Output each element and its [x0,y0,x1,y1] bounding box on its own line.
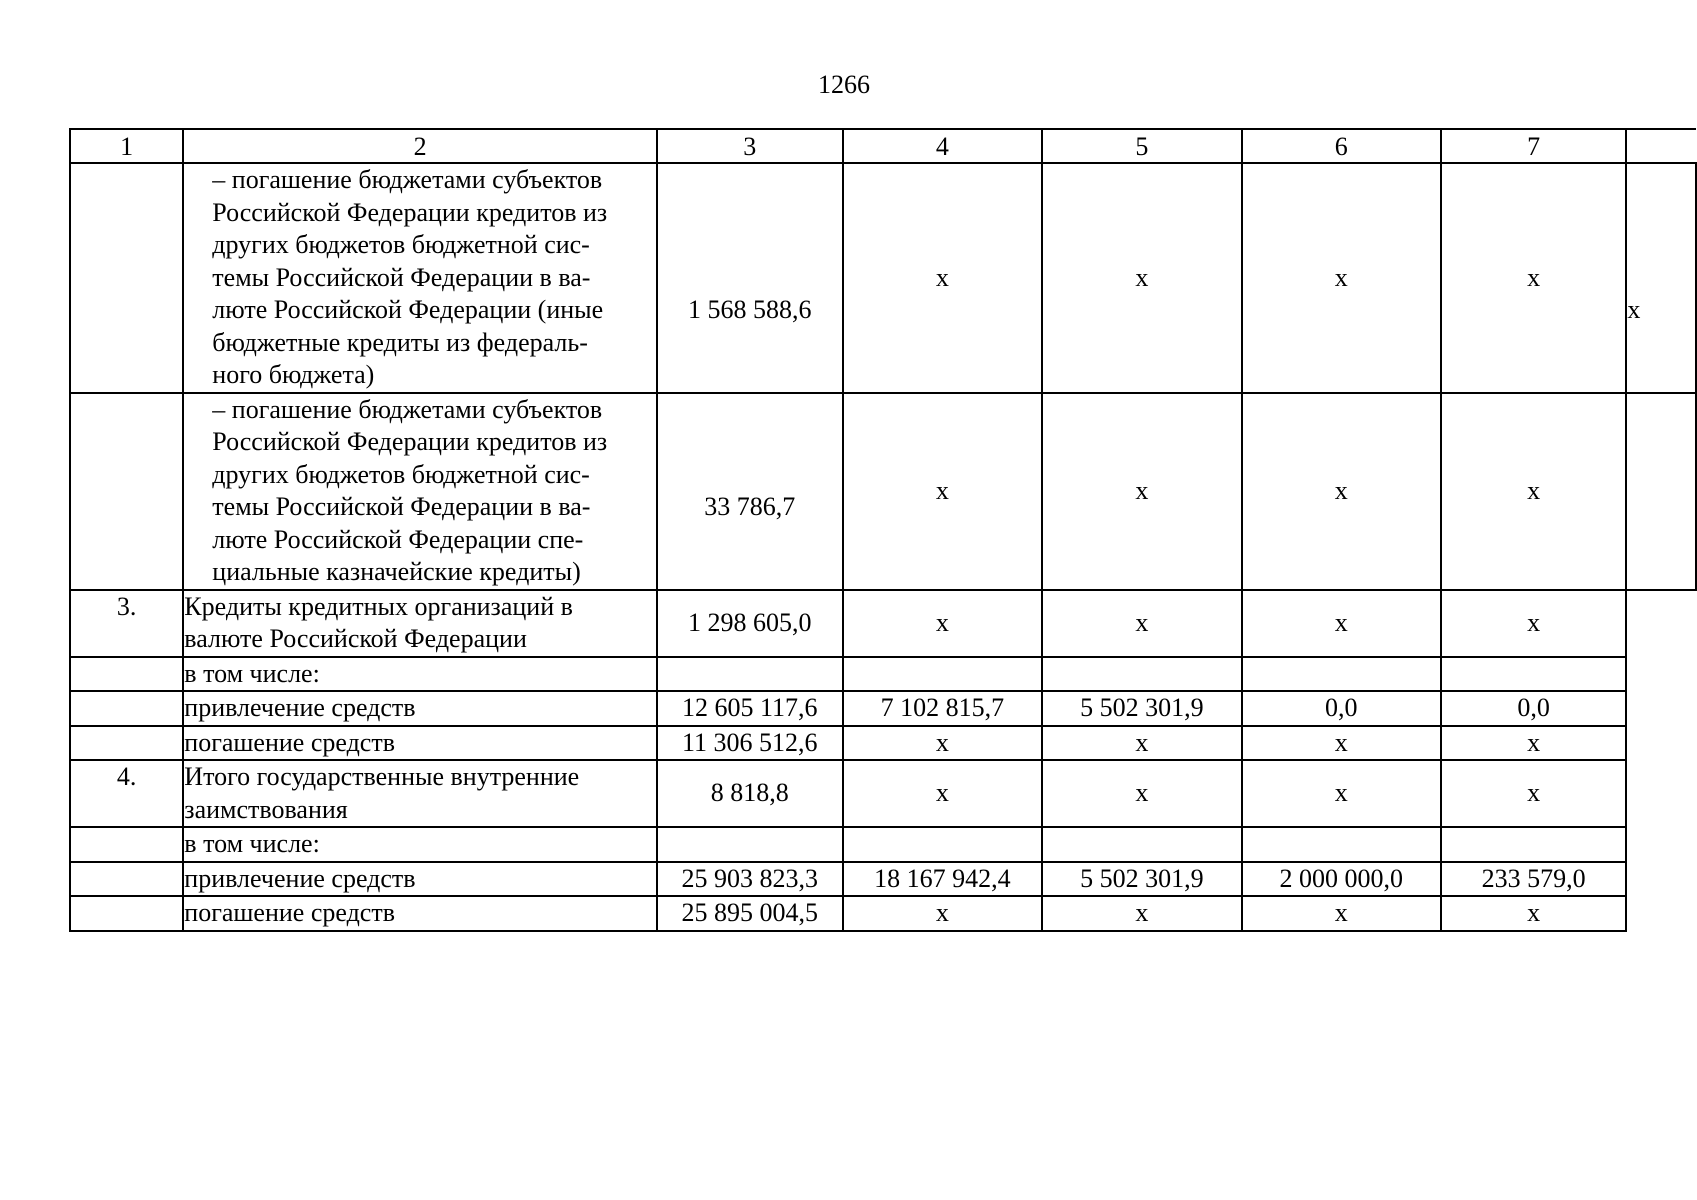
cell-col-5: х [1042,726,1241,761]
cell-col-6: 0,0 [1242,691,1441,726]
description-line: валюте Российской Федерации [184,624,527,653]
description-line: привлечение средств [184,693,416,722]
table-row [70,726,1696,761]
row-number [70,657,183,692]
description-line: темы Российской Федерации в ва- [212,492,591,521]
cell-col-3: 33 786,7 [657,393,843,590]
cell-col-4: х [843,163,1043,393]
description-line: ного бюджета) [212,360,375,389]
cell-col-8 [1626,760,1696,827]
cell-col-6: х [1242,760,1441,827]
description-line: Российской Федерации кредитов из [212,197,608,227]
table-row [70,163,1696,393]
cell-col-8 [1626,393,1696,590]
cell-col-3: 1 298 605,0 [657,590,843,657]
cell-col-6: х [1242,393,1441,590]
table-row [70,590,1696,657]
header-col-5: 5 [1042,129,1241,163]
cell-col-3: 25 903 823,3 [657,862,843,897]
description-line: других бюджетов бюджетной сис- [212,230,590,259]
row-number [70,896,183,931]
row-description [183,896,657,931]
cell-col-5: х [1042,896,1241,931]
cell-col-5: 5 502 301,9 [1042,691,1241,726]
header-col-7: 7 [1441,129,1626,163]
cell-col-5: х [1042,590,1241,657]
cell-col-3: 25 895 004,5 [657,896,843,931]
header-col-2: 2 [183,129,657,163]
cell-col-6: х [1242,163,1441,393]
row-number [70,827,183,862]
row-number: 3. [70,590,183,657]
cell-col-8 [1626,827,1696,862]
cell-col-4: х [843,760,1043,827]
cell-col-8: х [1626,163,1696,393]
cell-col-4: 18 167 942,4 [843,862,1043,897]
cell-col-3: 1 568 588,6 [657,163,843,393]
cell-col-3 [657,827,843,862]
row-number [70,862,183,897]
cell-col-5 [1042,657,1241,692]
row-description [183,590,657,657]
budget-table [69,128,1697,932]
cell-col-8 [1626,896,1696,931]
cell-col-7: х [1441,393,1626,590]
cell-col-7 [1441,827,1626,862]
cell-col-8 [1626,726,1696,761]
cell-col-4: х [843,590,1043,657]
cell-col-6: х [1242,590,1441,657]
cell-col-4 [843,827,1043,862]
cell-col-4: х [843,393,1043,590]
description-line: люте Российской Федерации спе- [212,524,584,554]
cell-col-5: 5 502 301,9 [1042,862,1241,897]
cell-col-6: х [1242,726,1441,761]
cell-col-7: 233 579,0 [1441,862,1626,897]
cell-col-7: х [1441,726,1626,761]
cell-col-4: х [843,896,1043,931]
description-line: циальные казначейские кредиты) [212,557,581,586]
description-line: погашение средств [184,727,395,757]
cell-col-6: 2 000 000,0 [1242,862,1441,897]
description-line: в том числе: [184,829,320,858]
cell-col-7: х [1441,590,1626,657]
cell-col-4: х [843,726,1043,761]
table-row [70,896,1696,931]
description-line: Кредиты кредитных организаций в [184,591,573,621]
cell-col-6 [1242,657,1441,692]
cell-col-7: 0,0 [1441,691,1626,726]
cell-col-7 [1441,657,1626,692]
cell-col-8 [1626,862,1696,897]
table-row [70,691,1696,726]
cell-col-7: х [1441,896,1626,931]
row-description [183,726,657,761]
header-col-8 [1626,129,1696,163]
cell-col-5: х [1042,163,1241,393]
table-row [70,862,1696,897]
description-line: люте Российской Федерации (иные [212,295,604,324]
header-col-3: 3 [657,129,843,163]
header-row [70,129,1696,163]
row-description [183,163,657,393]
description-line: привлечение средств [184,863,416,893]
description-line: темы Российской Федерации в ва- [212,262,591,292]
cell-col-3: 12 605 117,6 [657,691,843,726]
cell-col-6 [1242,827,1441,862]
cell-col-3 [657,657,843,692]
description-line: – погашение бюджетами субъектов [212,165,603,194]
table-row [70,657,1696,692]
description-line: погашение средств [184,898,395,927]
row-description [183,691,657,726]
cell-col-3: 8 818,8 [657,760,843,827]
header-col-6: 6 [1242,129,1441,163]
row-number [70,393,183,590]
description-line: Итого государственные внутренние [184,762,580,791]
row-description [183,393,657,590]
description-line: – погашение бюджетами субъектов [212,394,603,424]
row-description [183,827,657,862]
row-description [183,657,657,692]
table-row [70,827,1696,862]
page-number: 1266 [818,70,870,99]
cell-col-6: х [1242,896,1441,931]
row-number: 4. [70,760,183,827]
description-line: в том числе: [184,658,320,688]
cell-col-5: х [1042,760,1241,827]
cell-col-7: х [1441,760,1626,827]
cell-col-8 [1626,657,1696,692]
table-row [70,760,1696,827]
cell-col-7: х [1441,163,1626,393]
cell-col-4: 7 102 815,7 [843,691,1043,726]
row-number [70,163,183,393]
row-description [183,862,657,897]
description-line: заимствования [184,794,348,824]
row-number [70,691,183,726]
row-number [70,726,183,761]
cell-col-8 [1626,590,1696,657]
cell-col-5 [1042,827,1241,862]
header-col-1: 1 [70,129,183,163]
description-line: других бюджетов бюджетной сис- [212,459,590,489]
cell-col-4 [843,657,1043,692]
header-col-4: 4 [843,129,1043,163]
row-description [183,760,657,827]
cell-col-5: х [1042,393,1241,590]
cell-col-3: 11 306 512,6 [657,726,843,761]
table-row [70,393,1696,590]
cell-col-8 [1626,691,1696,726]
description-line: Российской Федерации кредитов из [212,427,608,456]
description-line: бюджетные кредиты из федераль- [212,327,588,357]
